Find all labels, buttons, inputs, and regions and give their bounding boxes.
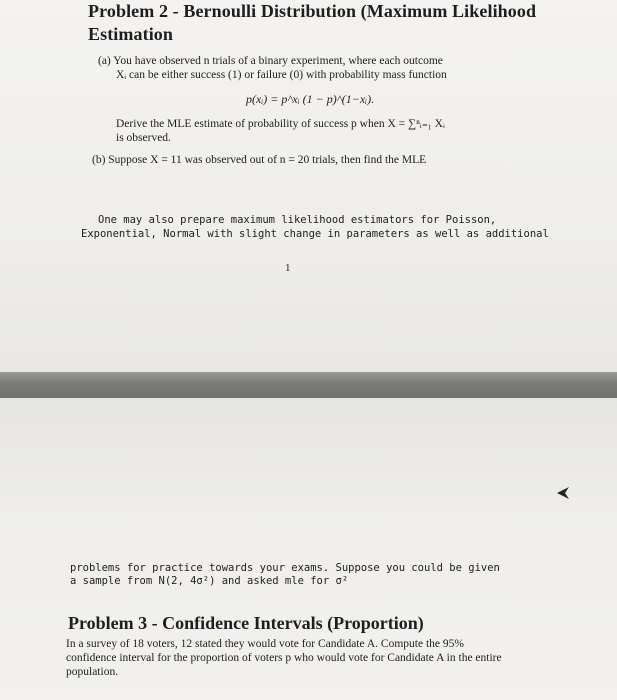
problem2-title: Problem 2 - Bernoulli Distribution (Maximum Likelihood Estimation [88, 1, 537, 44]
part-b: (b) Suppose X = 11 was observed out of n = 20 trials, then find the MLE [92, 154, 427, 166]
note-line1: One may also prepare maximum likelihood estimators for Poisson, [98, 214, 497, 226]
cursor-arrow-icon [556, 486, 570, 500]
part-a-line3: Derive the MLE estimate of probability of success p when X = ∑ⁿᵢ₌₁ Xᵢ [116, 118, 445, 130]
page-number: 1 [285, 262, 291, 274]
part-a-line2: Xᵢ can be either success (1) or failure (0) with probability mass function [116, 69, 447, 81]
part-a-line4: is observed. [116, 132, 171, 144]
page-separator [0, 372, 617, 398]
note-line2: Exponential, Normal with slight change in parameters as well as additional [81, 228, 549, 240]
problem3-title: Problem 3 - Confidence Intervals (Proportion) [68, 613, 424, 633]
continuation-line1: problems for practice towards your exams. Suppose you could be given [70, 562, 500, 574]
pmf-formula: p(xᵢ) = p^xᵢ (1 − p)^(1−xᵢ). [246, 92, 375, 106]
continuation-line2: a sample from N(2, 4σ²) and asked mle for σ² [70, 575, 349, 587]
problem3-body: In a survey of 18 voters, 12 stated they would vote for Candidate A. Compute the 95% confidence interval for the proportion of voters p who would vote for Candidate A in the entire population. [66, 638, 502, 678]
part-a-line1: (a) You have observed n trials of a binary experiment, where each outcome [98, 55, 443, 67]
